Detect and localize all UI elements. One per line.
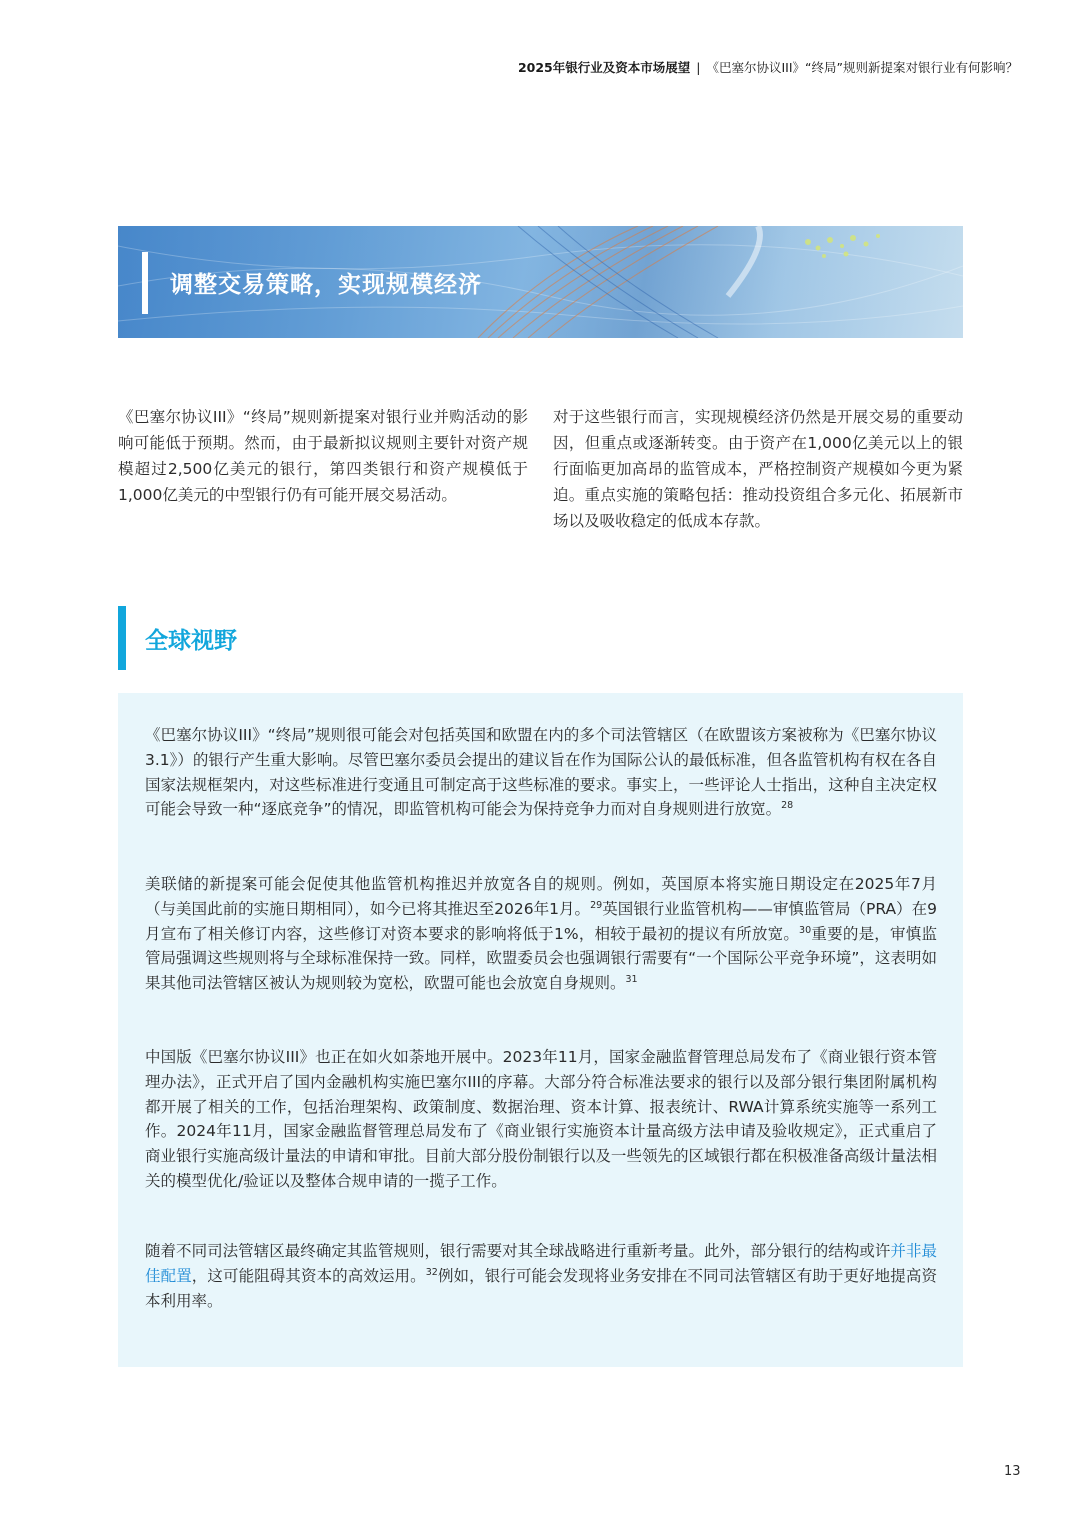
footnote-ref[interactable]: 29 [590,899,603,911]
footnote-ref[interactable]: 31 [625,974,638,986]
footnote-ref[interactable]: 30 [799,924,812,936]
section-banner [118,226,963,338]
header-separator: | [696,60,701,75]
running-header [518,58,1018,76]
page-number: 13 [1004,1464,1021,1479]
paragraph-text: 重要的是，审慎监管局强调这些规则将与全球标准保持一致。同样，欧盟委员会也强调银行需要有“一个国际公平竞争环境”，这表明如果其他司法管辖区被认为规则较为宽松，欧盟可能也会放宽自身规则。 [145,924,937,993]
section-accent-bar [118,606,126,670]
footnote-ref[interactable]: 28 [781,800,794,812]
section-title-global: 全球视野 [145,628,237,654]
footnote-ref[interactable]: 32 [425,1266,438,1278]
paragraph-text: ，这可能阻碍其资本的高效运用。 [191,1266,426,1285]
panel-paragraph-2 [145,872,937,996]
banner-accent-bar [142,252,148,314]
panel-paragraph-4 [145,1239,937,1313]
chapter-title: 《巴塞尔协议III》“终局”规则新提案对银行业有何影响？ [706,60,1018,75]
inline-link[interactable]: 并非最佳配置 [145,1242,937,1285]
paragraph-text: 例如，银行可能会发现将业务安排在不同司法管辖区有助于更好地提高资本利用率。 [145,1266,937,1310]
report-title: 2025年银行业及资本市场展望 [517,60,691,75]
intro-left-paragraph: 《巴塞尔协议III》“终局”规则新提案对银行业并购活动的影响可能低于预期。然而，由于最新拟议规则主要针对资产规模超过2,500亿美元的银行，第四类银行和资产规模低于1,000亿美元的中型银行仍有可能开展交易活动。 [118,408,528,504]
paragraph-text: 英国银行业监管机构——审慎监管局（PRA）在9月宣布了相关修订内容，这些修订对资本要求的影响将低于1%，相较于最初的提议有所放宽。 [145,899,937,943]
banner-title: 调整交易策略，实现规模经济 [170,272,482,298]
paragraph-text: 《巴塞尔协议III》“终局”规则很可能会对包括英国和欧盟在内的多个司法管辖区（在欧盟该方案被称为《巴塞尔协议 3.1》）的银行产生重大影响。尽管巴塞尔委员会提出的建议旨在作为国际公认的最低标准，但各监管机构有权在各自国家法规框架内，对这些标准进行变通且可制定高于这些标准的要求。事实上，一些评论人士指出，这种自主决定权可能会导致一种“逐底竞争”的情况，即监管机构可能会为保持竞争力而对自身规则进行放宽。 [145,726,937,819]
paragraph-text: 中国版《巴塞尔协议III》也正在如火如荼地开展中。2023年11月，国家金融监督管理总局发布了《商业银行资本管理办法》，正式开启了国内金融机构实施巴塞尔III的序幕。大部分符合标准法要求的银行以及部分银行集团附属机构都开展了相关的工作，包括治理架构、政策制度、数据治理、资本计算、报表统计、RWA计算系统实施等一系列工作。2024年11月，国家金融监督管理总局发布了《商业银行实施资本计量高级方法申请及验收规定》，正式重启了商业银行实施高级计量法的申请和审批。目前大部分股份制银行以及一些领先的区域银行都在积极准备高级计量法相关的模型优化/验证以及整体合规申请的一揽子工作。 [145,1048,937,1190]
panel-paragraph-3 [145,1045,937,1194]
paragraph-text: 美联储的新提案可能会促使其他监管机构推迟并放宽各自的规则。例如，英国原本将实施日期设定在2025年7月（与美国此前的实施日期相同），如今已将其推迟至2026年1月。 [145,875,937,918]
paragraph-text: 随着不同司法管辖区最终确定其监管规则，银行需要对其全球战略进行重新考量。此外，部分银行的结构或许 [145,1242,891,1260]
panel-paragraph-1 [145,723,937,822]
global-perspective-panel [118,693,963,1367]
intro-right-paragraph: 对于这些银行而言，实现规模经济仍然是开展交易的重要动因，但重点或逐渐转变。由于资产在1,000亿美元以上的银行面临更加高昂的监管成本，严格控制资产规模如今更为紧迫。重点实施的策略包括：推动投资组合多元化、拓展新市场以及吸收稳定的低成本存款。 [553,408,963,530]
